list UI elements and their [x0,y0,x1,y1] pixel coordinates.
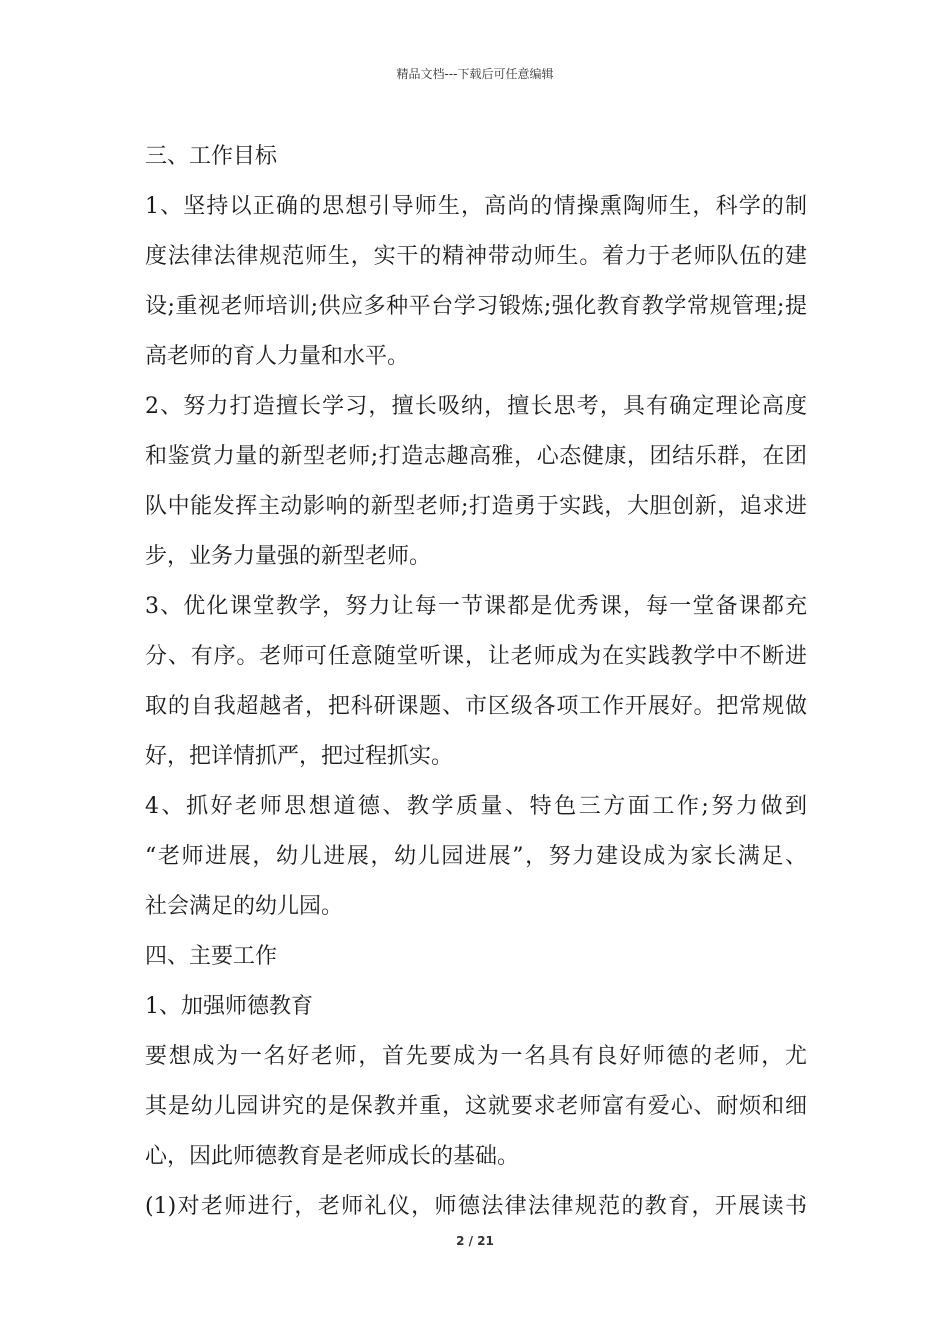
paragraph-line: 要想成为一名好老师，首先要成为一名具有良好师德的老师，尤 [145,1044,807,1069]
paragraph-line: 心，因此师德教育是老师成长的基础。 [145,1144,520,1169]
paragraph-line: 度法律法律规范师生，实干的精神带动师生。着力于老师队伍的建 [145,244,807,269]
paragraph-line: 步，业务力量强的新型老师。 [145,544,432,569]
paragraph-line: 1、坚持以正确的思想引导师生，高尚的情操熏陶师生，科学的制 [145,194,807,219]
page-header: 精品文档---下载后可任意编辑 [396,67,554,81]
paragraph-line: 其是幼儿园讲究的是保教并重，这就要求老师富有爱心、耐烦和细 [145,1094,807,1119]
paragraph-line: “老师进展，幼儿进展，幼儿园进展”，努力建设成为家长满足、 [145,844,807,869]
page-number: 2 / 21 [456,1234,494,1248]
paragraph-line: 设;重视老师培训;供应多种平台学习锻炼;强化教育教学常规管理;提 [145,294,807,319]
paragraph-line: 3、优化课堂教学，努力让每一节课都是优秀课，每一堂备课都充 [145,594,807,619]
paragraph-line: 高老师的育人力量和水平。 [145,344,410,369]
paragraph-line: 和鉴赏力量的新型老师;打造志趣高雅，心态健康，团结乐群，在团 [145,444,807,469]
paragraph-line: 队中能发挥主动影响的新型老师;打造勇于实践，大胆创新，追求进 [145,494,807,519]
subheading-teacher-ethics: 1、加强师德教育 [145,994,313,1019]
document-body [145,132,807,1232]
paragraph-line: 社会满足的幼儿园。 [145,894,344,919]
paragraph-line: 取的自我超越者，把科研课题、市区级各项工作开展好。把常规做 [145,694,807,719]
section-heading-goals: 三、工作目标 [145,144,278,169]
paragraph-line: 4、抓好老师思想道德、教学质量、特色三方面工作;努力做到 [145,794,807,819]
paragraph-line: 2、努力打造擅长学习，擅长吸纳，擅长思考，具有确定理论高度 [145,394,807,419]
paragraph-line: 好，把详情抓严，把过程抓实。 [145,744,454,769]
section-heading-main-work: 四、主要工作 [145,944,278,969]
paragraph-line: 分、有序。老师可任意随堂听课，让老师成为在实践教学中不断进 [145,644,807,669]
paragraph-line: (1)对老师进行，老师礼仪，师德法律法律规范的教育，开展读书 [145,1194,807,1219]
